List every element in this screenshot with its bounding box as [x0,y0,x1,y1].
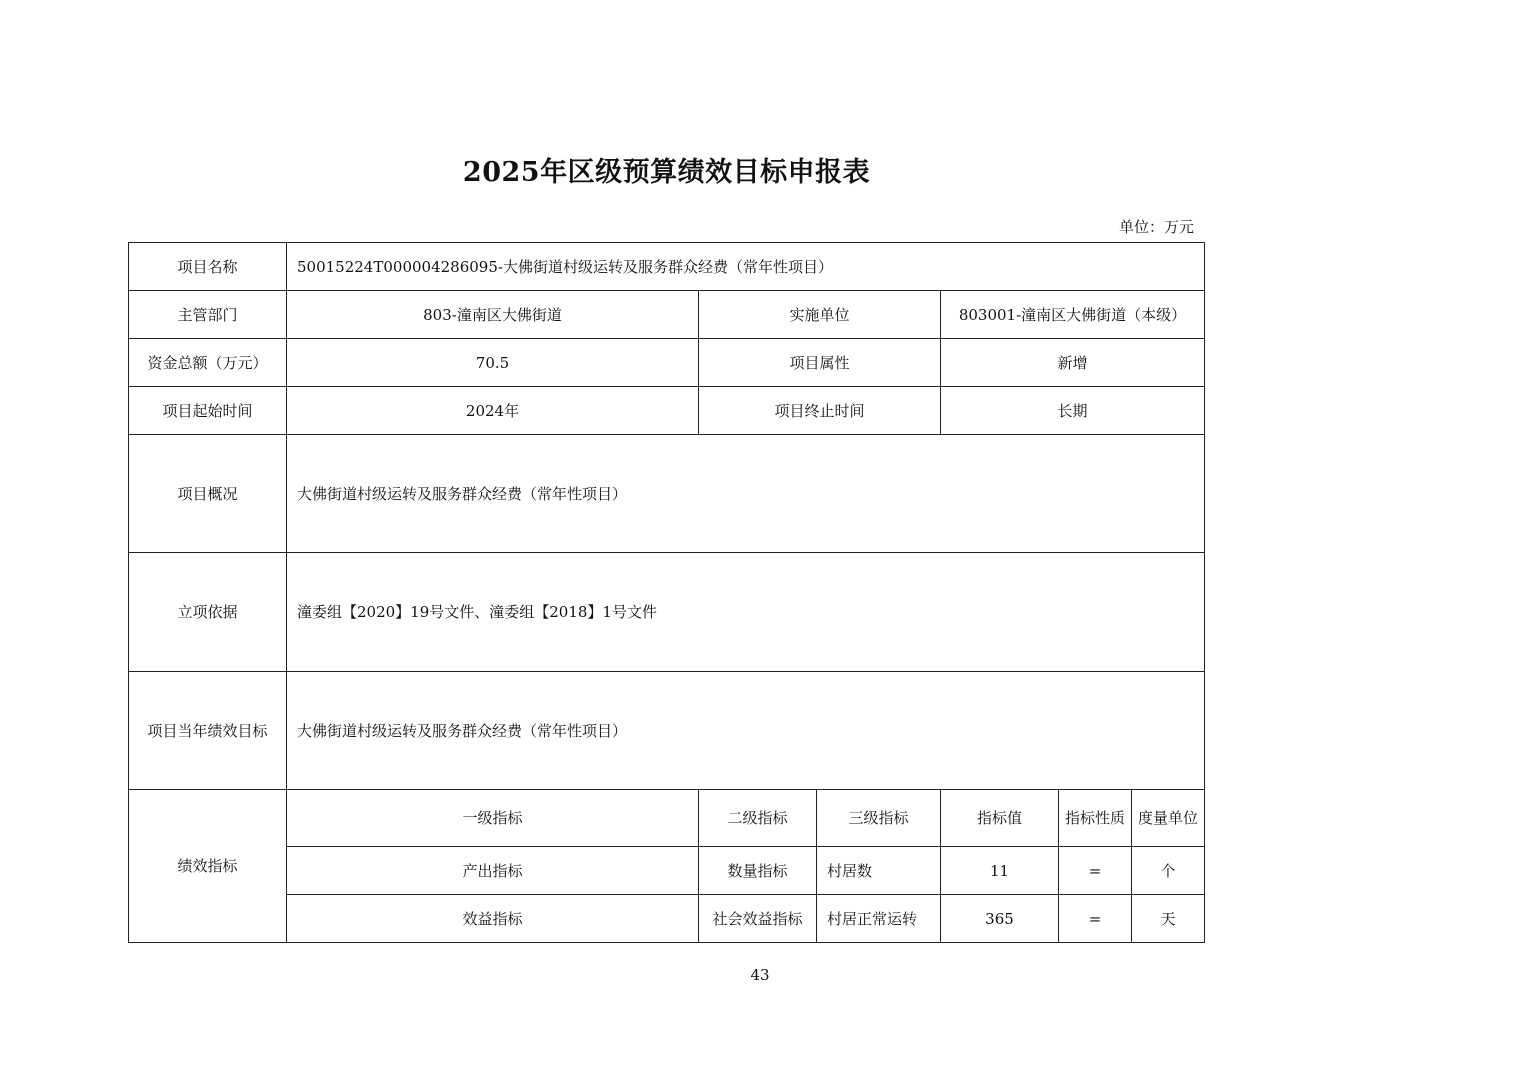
overview-label: 项目概况 [129,435,287,553]
overview-value: 大佛街道村级运转及服务群众经费（常年性项目） [287,435,1205,553]
indicator-level1: 效益指标 [287,895,699,943]
header-value: 指标值 [941,790,1059,847]
indicator-level3: 村居数 [817,847,941,895]
basis-label: 立项依据 [129,553,287,672]
indicator-nature: = [1059,847,1132,895]
budget-performance-form [128,242,1205,943]
row-overview [129,435,1205,553]
row-basis [129,553,1205,672]
indicator-level3: 村居正常运转 [817,895,941,943]
attribute-label: 项目属性 [699,339,941,387]
indicator-value: 11 [941,847,1059,895]
indicator-level2: 数量指标 [699,847,817,895]
header-unit: 度量单位 [1132,790,1205,847]
impl-unit-value: 803001-潼南区大佛街道（本级） [941,291,1205,339]
indicator-nature: = [1059,895,1132,943]
indicator-unit: 个 [1132,847,1205,895]
dept-label: 主管部门 [129,291,287,339]
goal-value: 大佛街道村级运转及服务群众经费（常年性项目） [287,672,1205,790]
indicator-unit: 天 [1132,895,1205,943]
indicator-row [129,895,1205,943]
indicators-label: 绩效指标 [129,790,287,943]
indicators-header-row [129,790,1205,847]
row-project-name [129,243,1205,291]
unit-note: 单位：万元 [1118,218,1194,236]
row-goal [129,672,1205,790]
form-title: 2025年区级预算绩效目标申报表 [462,157,871,188]
funds-value: 70.5 [287,339,699,387]
header-level3: 三级指标 [817,790,941,847]
indicator-row [129,847,1205,895]
basis-value: 潼委组【2020】19号文件、潼委组【2018】1号文件 [287,553,1205,672]
end-value: 长期 [941,387,1205,435]
row-department [129,291,1205,339]
impl-unit-label: 实施单位 [699,291,941,339]
start-value: 2024年 [287,387,699,435]
attribute-value: 新增 [941,339,1205,387]
header-level1: 一级指标 [287,790,699,847]
indicator-value: 365 [941,895,1059,943]
row-time [129,387,1205,435]
funds-label: 资金总额（万元） [129,339,287,387]
dept-value: 803-潼南区大佛街道 [287,291,699,339]
indicator-level2: 社会效益指标 [699,895,817,943]
project-name-value: 50015224T000004286095-大佛街道村级运转及服务群众经费（常年性项目） [287,243,1205,291]
start-label: 项目起始时间 [129,387,287,435]
project-name-label: 项目名称 [129,243,287,291]
indicator-level1: 产出指标 [287,847,699,895]
goal-label: 项目当年绩效目标 [129,672,287,790]
page-number: 43 [750,966,770,984]
end-label: 项目终止时间 [699,387,941,435]
header-nature: 指标性质 [1059,790,1132,847]
row-funds [129,339,1205,387]
header-level2: 二级指标 [699,790,817,847]
